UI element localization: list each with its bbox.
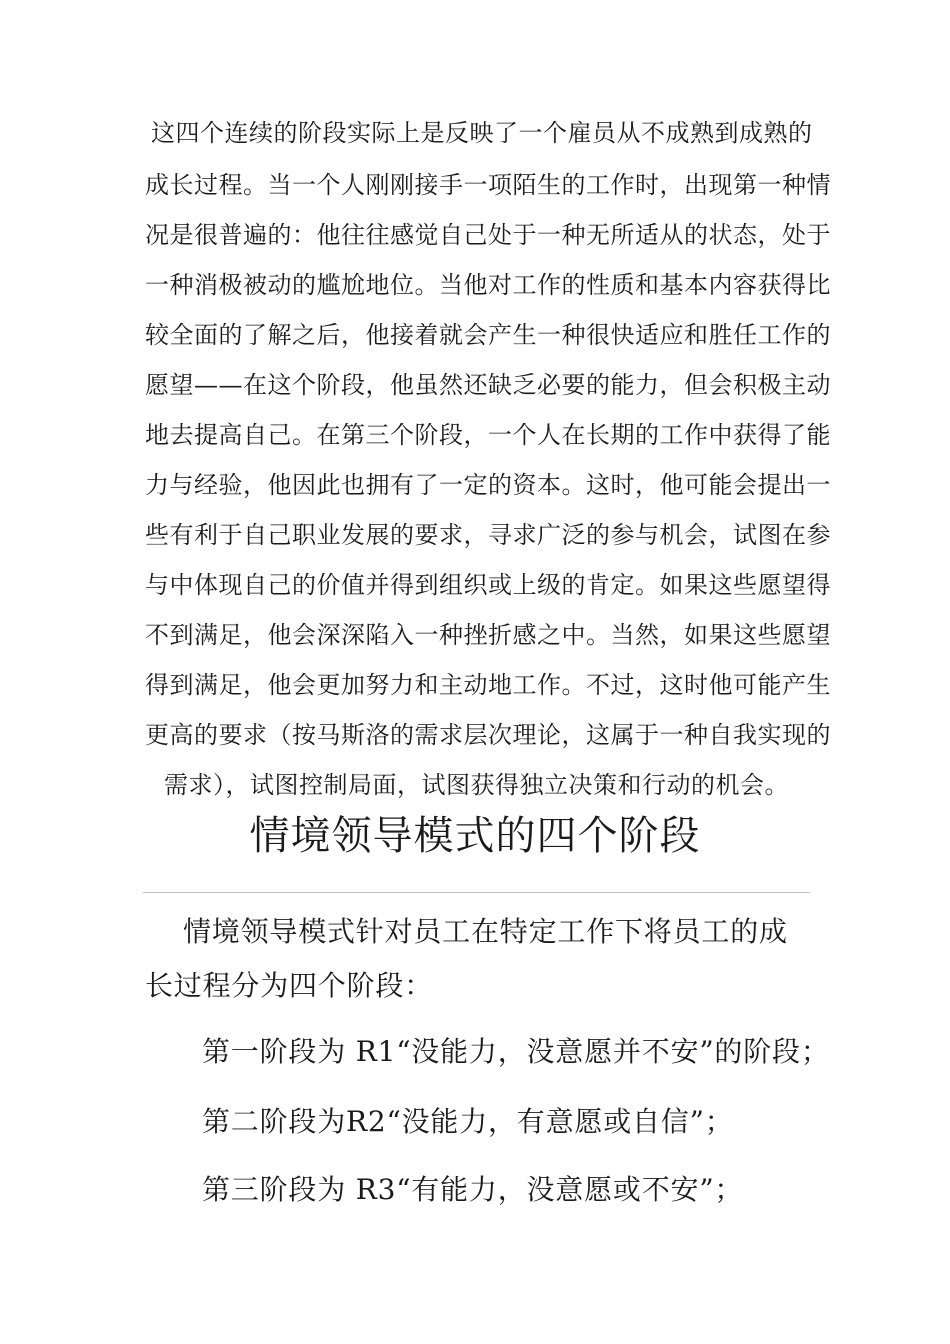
paragraph1-line-6: 愿望——在这个阶段，他虽然还缺乏必要的能力，但会积极主动 [145,371,831,399]
paragraph1-line-12: 得到满足，他会更加努力和主动地工作。不过，这时他可能产生 [145,671,831,699]
paragraph1-line-9: 些有利于自己职业发展的要求，寻求广泛的参与机会，试图在参 [145,521,831,549]
section-title: 情境领导模式的四个阶段 [249,813,701,859]
paragraph1-line-8: 力与经验，他因此也拥有了一定的资本。这时，他可能会提出一 [145,471,831,499]
paragraph1-line-14: 需求），试图控制局面，试图获得独立决策和行动的机会。 [164,771,789,799]
paragraph2-line-2: 长过程分为四个阶段： [145,969,434,1002]
paragraph1-line-10: 与中体现自己的价值并得到组织或上级的肯定。如果这些愿望得 [145,571,831,599]
paragraph1-line-1: 这四个连续的阶段实际上是反映了一个雇员从不成熟到成熟的 [151,119,813,147]
paragraph1-line-3: 况是很普遍的：他往往感觉自己处于一种无所适从的状态，处于 [145,221,831,249]
section-divider [143,892,810,893]
paragraph1-line-5: 较全面的了解之后，他接着就会产生一种很快适应和胜任工作的 [145,321,831,349]
paragraph1-line-11: 不到满足，他会深深陷入一种挫折感之中。当然，如果这些愿望 [145,621,831,649]
stage-item-1: 第一阶段为 R1“没能力，没意愿并不安”的阶段； [202,1035,830,1068]
paragraph1-line-13: 更高的要求（按马斯洛的需求层次理论，这属于一种自我实现的 [145,721,831,749]
paragraph2-line-1: 情境领导模式针对员工在特定工作下将员工的成 [183,915,788,948]
paragraph1-line-7: 地去提高自己。在第三个阶段，一个人在长期的工作中获得了能 [145,421,831,449]
paragraph1-line-4: 一种消极被动的尴尬地位。当他对工作的性质和基本内容获得比 [145,271,831,299]
stage-item-2: 第二阶段为R2“没能力，有意愿或自信”； [202,1105,734,1138]
stage-item-3: 第三阶段为 R3“有能力，没意愿或不安”； [202,1173,744,1206]
paragraph1-line-2: 成长过程。当一个人刚刚接手一项陌生的工作时，出现第一种情 [145,171,831,199]
